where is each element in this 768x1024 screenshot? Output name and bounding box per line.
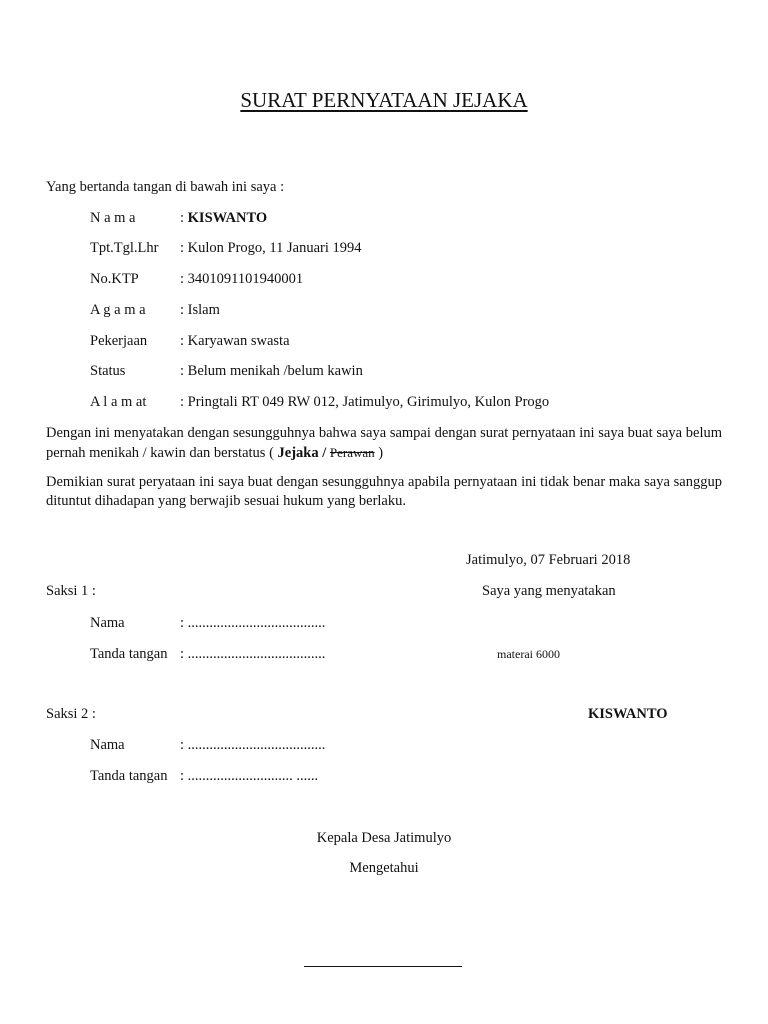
status-value: : Belum menikah /belum kawin	[180, 363, 363, 379]
address-value: : Pringtali RT 049 RW 012, Jatimulyo, Girimulyo, Kulon Progo	[180, 394, 550, 410]
name-value: : KISWANTO	[180, 210, 268, 226]
witness-1-name-field: : ......................................	[180, 615, 326, 631]
witness-1-sign-label: Tanda tangan	[90, 646, 168, 662]
witness-2-name-label: Nama	[90, 737, 125, 753]
name-label: N a m a	[90, 210, 136, 226]
village-head-title: Kepala Desa Jatimulyo	[316, 830, 452, 846]
ktp-value: : 3401091101940001	[180, 271, 304, 287]
birth-value: : Kulon Progo, 11 Januari 1994	[180, 240, 362, 256]
acknowledged-label: Mengetahui	[349, 860, 419, 876]
village-head-signature-line	[304, 966, 462, 967]
occupation-value: : Karyawan swasta	[180, 333, 290, 349]
declarant-name: KISWANTO	[588, 706, 668, 722]
witness-1-heading: Saksi 1 :	[46, 583, 96, 599]
witness-2-heading: Saksi 2 :	[46, 706, 96, 722]
witness-1-sign-field: : ......................................	[180, 646, 326, 662]
closing-paragraph: Demikian surat peryataan ini saya buat dengan sesungguhnya apabila pernyataan ini tidak benar maka saya sanggup dituntut dihadapan yang berwajib sesuai hukum yang berlaku.	[46, 474, 722, 509]
witness-2-sign-label: Tanda tangan	[90, 768, 168, 784]
declarant-label: Saya yang menyatakan	[482, 583, 616, 599]
birth-label: Tpt.Tgl.Lhr	[90, 240, 159, 256]
witness-2-sign-field: : ............................. ......	[180, 768, 319, 784]
stamp-note: materai 6000	[497, 647, 560, 661]
address-label: A l a m at	[90, 394, 147, 410]
statement-paragraph: Dengan ini menyatakan dengan sesungguhnya bahwa saya sampai dengan surat pernyataan ini saya buat saya belum pernah menikah / kawin dan berstatus ( Jejaka / Perawan )	[46, 425, 722, 461]
place-date: Jatimulyo, 07 Februari 2018	[466, 552, 631, 568]
religion-label: A g a m a	[90, 302, 146, 318]
religion-value: : Islam	[180, 302, 220, 318]
status-label: Status	[90, 363, 126, 379]
intro-text: Yang bertanda tangan di bawah ini saya :	[46, 179, 285, 195]
document-title: SURAT PERNYATAAN JEJAKA	[240, 88, 528, 112]
occupation-label: Pekerjaan	[90, 333, 148, 349]
ktp-label: No.KTP	[90, 271, 139, 287]
witness-2-name-field: : ......................................	[180, 737, 326, 753]
witness-1-name-label: Nama	[90, 615, 125, 631]
